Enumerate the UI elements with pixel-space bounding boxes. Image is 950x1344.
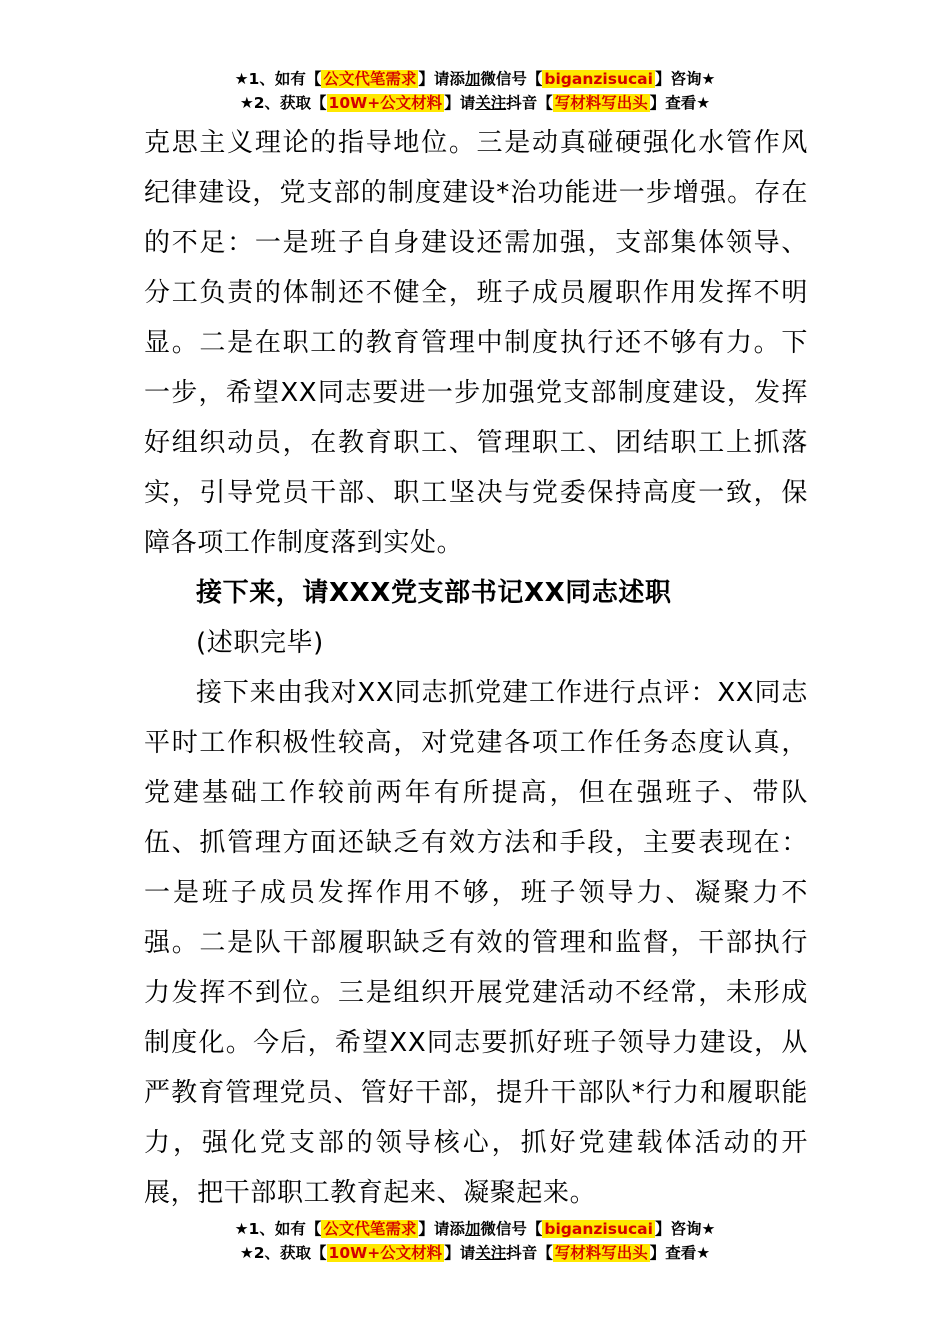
paragraph-evaluation: 接下来由我对XX同志抓党建工作进行点评：XX同志平时工作积极性较高，对党建各项工作任务态度认真，党建基础工作较前两年有所提高，但在强班子、带队伍、抓管理方面还缺乏有效方法和手段，主要表现在：一是班子成员发挥作用不够，班子领导力、凝聚力不强。二是队干部履职缺乏有效的管理和监督，干部执行力发挥不到位。三是组织开展党建活动不经常，未形成制度化。今后，希望XX同志要抓好班子领导力建设，从严教育管理党员、管好干部，提升干部队*行力和履职能力，强化党支部的领导核心，抓好党建载体活动的开展，把干部职工教育起来、凝聚起来。 [144, 678, 808, 1208]
promo-text: 】请 [444, 94, 476, 112]
promo-highlight: biganzisucai [544, 70, 653, 88]
promo-text: 抖音【 [506, 1244, 553, 1262]
promo-suffix: 】咨询★ [654, 1220, 716, 1238]
promo-highlight: 写材料写出头 [554, 1244, 648, 1262]
promo-line-2 [0, 91, 950, 115]
status-note: (述职完毕) [196, 628, 324, 658]
promo-text: 】请添 [418, 1220, 465, 1238]
promo-text: 微信号【 [480, 1220, 543, 1238]
promo-emphasis: 关注 [475, 1244, 507, 1262]
promo-highlight: 10W+公文材料 [328, 1244, 443, 1262]
paragraph-continuation: 克思主义理论的指导地位。三是动真碰硬强化水管作风纪律建设，党支部的制度建设*治功能进一步增强。存在的不足：一是班子自身建设还需加强，支部集体领导、分工负责的体制还不健全，班子成员履职作用发挥不明显。二是在职工的教育管理中制度执行还不够有力。下一步，希望XX同志要进一步加强党支部制度建设，发挥好组织动员，在教育职工、管理职工、团结职工上抓落实，引导党员干部、职工坚决与党委保持高度一致，保障各项工作制度落到实处。 [144, 128, 808, 558]
section-heading: 接下来，请XXX党支部书记XX同志述职 [196, 578, 672, 608]
document-body [144, 118, 808, 1218]
promo-highlight: 10W+公文材料 [328, 94, 443, 112]
promo-emphasis: 加 [464, 70, 481, 88]
promo-highlight: biganzisucai [544, 1220, 653, 1238]
promo-line-2 [0, 1241, 950, 1265]
promo-highlight: 公文代笔需求 [323, 70, 417, 88]
promo-prefix: ★2、获取【 [239, 1244, 327, 1262]
promo-line-1 [0, 67, 950, 91]
promo-prefix: ★2、获取【 [239, 94, 327, 112]
bottom-promo-banner [0, 1217, 950, 1265]
top-promo-banner [0, 67, 950, 115]
promo-suffix: 】查看★ [649, 1244, 711, 1262]
promo-text: 】请 [444, 1244, 476, 1262]
promo-suffix: 】咨询★ [654, 70, 716, 88]
promo-emphasis: 关注 [475, 94, 507, 112]
promo-highlight: 写材料写出头 [554, 94, 648, 112]
promo-text: 抖音【 [506, 94, 553, 112]
promo-prefix: ★1、如有【 [234, 1220, 322, 1238]
promo-text: 】请添 [418, 70, 465, 88]
promo-text: 微信号【 [480, 70, 543, 88]
promo-line-1 [0, 1217, 950, 1241]
promo-highlight: 公文代笔需求 [323, 1220, 417, 1238]
promo-prefix: ★1、如有【 [234, 70, 322, 88]
promo-suffix: 】查看★ [649, 94, 711, 112]
promo-emphasis: 加 [464, 1220, 481, 1238]
